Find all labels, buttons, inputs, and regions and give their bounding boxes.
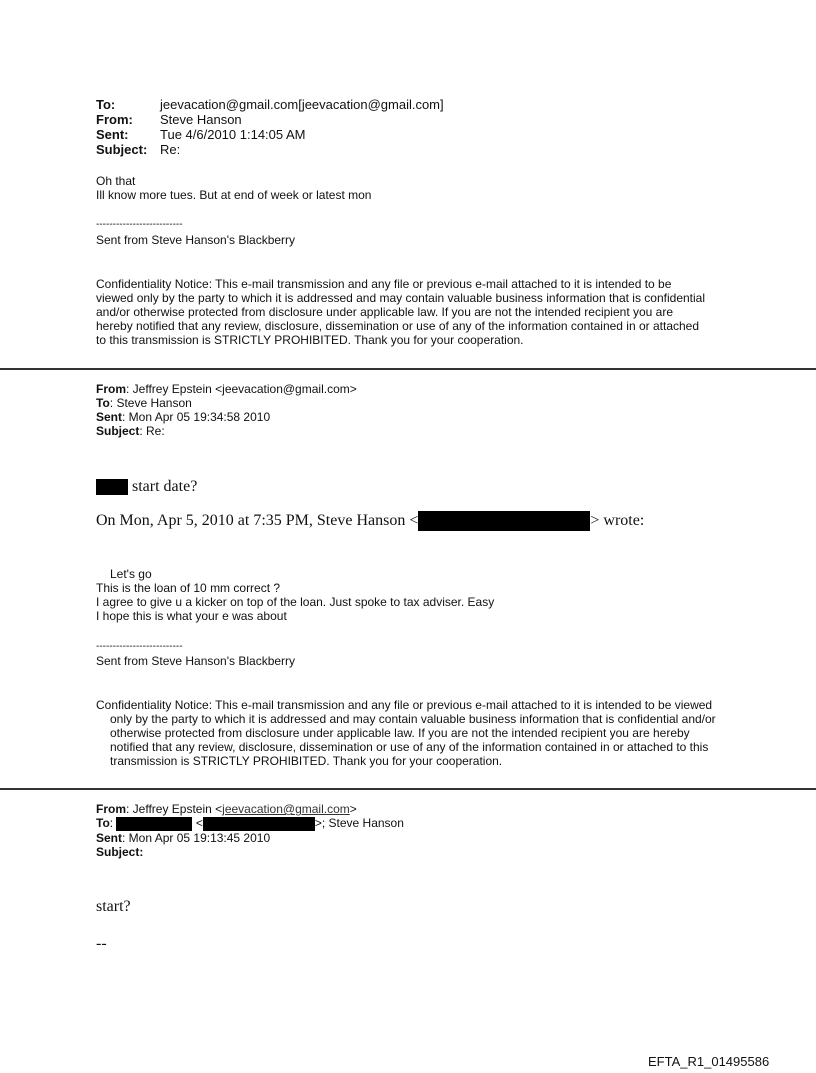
redaction-box bbox=[116, 817, 192, 831]
email1-body bbox=[96, 174, 371, 202]
subject-label: Subject bbox=[96, 844, 140, 859]
redaction-box bbox=[96, 479, 128, 495]
subject-label: Subject bbox=[96, 424, 140, 438]
from-value: Steve Hanson bbox=[160, 112, 242, 127]
to-value: jeevacation@gmail.com[jeevacation@gmail.com] bbox=[160, 97, 444, 112]
subject-value: : bbox=[139, 844, 144, 859]
quoted-line: Let's go bbox=[110, 567, 152, 581]
signature: Sent from Steve Hanson's Blackberry bbox=[96, 654, 296, 668]
quoted-line: I hope this is what your e was about bbox=[96, 609, 287, 623]
email2-header bbox=[96, 382, 357, 438]
body-text: start date? bbox=[132, 478, 198, 495]
sent-value: : Mon Apr 05 19:13:45 2010 bbox=[122, 830, 271, 845]
sent-value: : Mon Apr 05 19:34:58 2010 bbox=[122, 410, 271, 424]
to-colon: : bbox=[109, 816, 114, 830]
confidentiality-notice: Confidentiality Notice: This e-mail transmission and any file or previous e-mail attached to it is intended to be viewed only by the party to which it is addressed and may contain valuable business information that is confidential and/or otherwise protected from disclosure under applicable law. If you are not the intended recipient you are hereby notified that any review, disclosure, dissemination or use of any of the information contained in or attached to this transmission is STRICTLY PROHIBITED. Thank you for your cooperation. bbox=[96, 277, 706, 347]
to-label: To bbox=[96, 396, 110, 410]
sent-label: Sent: bbox=[96, 127, 129, 142]
from-label: From bbox=[96, 382, 126, 396]
from-suffix: > bbox=[349, 802, 357, 816]
document-id: EFTA_R1_01495586 bbox=[648, 1054, 770, 1069]
subject-label: Subject: bbox=[96, 142, 148, 157]
quote-attribution bbox=[96, 511, 644, 531]
subject-value: Re: bbox=[160, 142, 181, 157]
from-prefix: : Jeffrey Epstein < bbox=[126, 802, 223, 816]
email2-body bbox=[96, 477, 197, 497]
signature-separator: -------------------------- bbox=[96, 641, 183, 652]
from-label: From: bbox=[96, 112, 133, 127]
divider bbox=[0, 368, 816, 370]
to-label: To: bbox=[96, 97, 116, 112]
sent-label: Sent bbox=[96, 830, 123, 845]
quoted-line: I agree to give u a kicker on top of the loan. Just spoke to tax adviser. Easy bbox=[96, 595, 495, 609]
email3-body: start? bbox=[96, 898, 131, 915]
to-rest: >; Steve Hanson bbox=[314, 816, 404, 830]
to-value: : Steve Hanson bbox=[109, 396, 192, 410]
email1-header bbox=[96, 97, 444, 157]
confidentiality-notice: Confidentiality Notice: This e-mail transmission and any file or previous e-mail attached to it is intended to be viewed only by the party to which it is addressed and may contain valuable business information that is confidential and/or otherwise protected from disclosure under applicable law. If you are not the intended recipient you are hereby notified that any review, disclosure, dissemination or use of any of the information contained in or attached to this transmission is STRICTLY PROHIBITED. Thank you for your cooperation. bbox=[96, 698, 716, 768]
quote-suffix: > wrote: bbox=[590, 512, 645, 529]
email3-header bbox=[96, 802, 404, 859]
quoted-text bbox=[96, 567, 494, 623]
signature-separator: -------------------------- bbox=[96, 219, 183, 230]
redaction-box bbox=[418, 511, 590, 531]
quoted-line: This is the loan of 10 mm correct ? bbox=[96, 581, 281, 595]
from-label: From bbox=[96, 802, 126, 816]
redaction-box bbox=[203, 817, 315, 831]
body-line: Ill know more tues. But at end of week or latest mon bbox=[96, 188, 372, 202]
signature: Sent from Steve Hanson's Blackberry bbox=[96, 233, 296, 247]
to-lt: < bbox=[195, 816, 203, 830]
divider bbox=[0, 788, 816, 790]
from-value: : Jeffrey Epstein <jeevacation@gmail.com> bbox=[126, 382, 357, 396]
sent-label: Sent bbox=[96, 410, 123, 424]
to-label: To bbox=[96, 816, 110, 830]
quote-prefix: On Mon, Apr 5, 2010 at 7:35 PM, Steve Hanson < bbox=[96, 512, 419, 529]
signature-dashes: -- bbox=[96, 935, 107, 952]
subject-value: : Re: bbox=[139, 424, 165, 438]
sent-value: Tue 4/6/2010 1:14:05 AM bbox=[160, 127, 306, 142]
body-line: Oh that bbox=[96, 174, 136, 188]
email-link[interactable]: jeevacation@gmail.com bbox=[222, 802, 350, 816]
